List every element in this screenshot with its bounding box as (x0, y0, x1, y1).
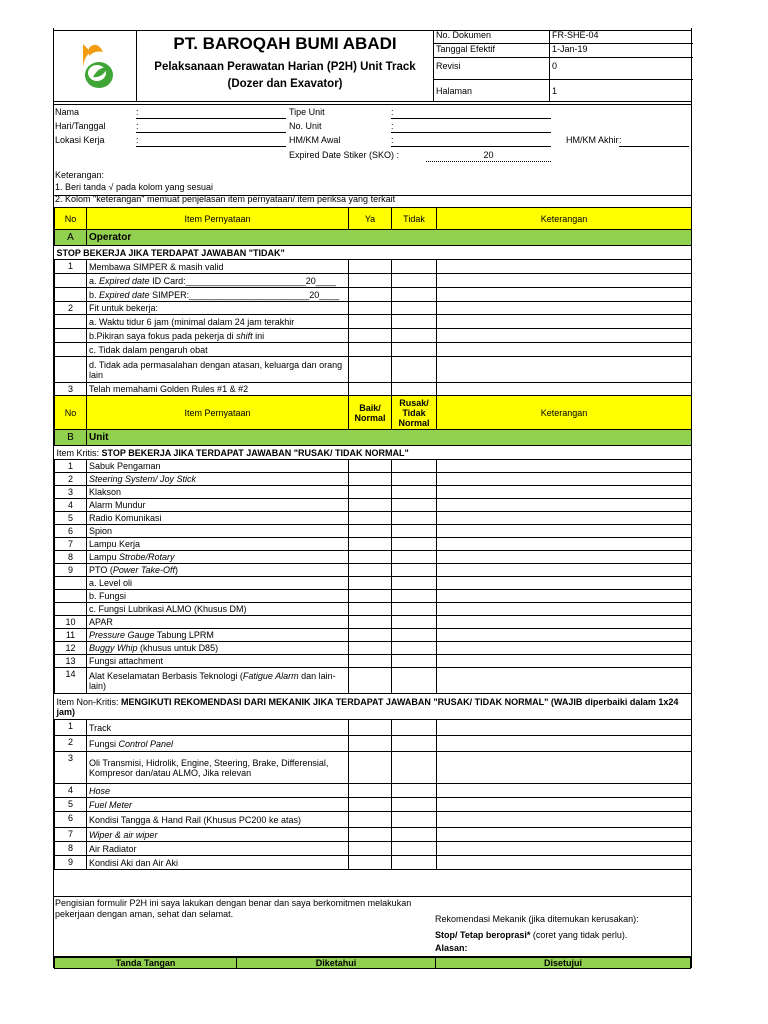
row-number (55, 315, 87, 329)
row-check-1[interactable] (349, 315, 392, 329)
field-hm-akhir[interactable]: : (619, 135, 689, 147)
row-keterangan[interactable] (437, 590, 692, 603)
row-keterangan[interactable] (437, 736, 692, 752)
row-item-text: Lampu Kerja (87, 538, 349, 551)
row-number: 14 (55, 668, 87, 694)
meta-value-dokumen: FR-SHE-04 (550, 30, 693, 44)
row-item-text: Buggy Whip (khusus untuk D85) (87, 642, 349, 655)
row-number: 2 (55, 473, 87, 486)
row-check-1[interactable] (349, 828, 392, 842)
row-keterangan[interactable] (437, 538, 692, 551)
row-check-1[interactable] (349, 260, 392, 274)
row-keterangan[interactable] (437, 512, 692, 525)
row-keterangan[interactable] (437, 812, 692, 828)
table-row (55, 486, 692, 499)
header-item: Item Pernyataan (87, 208, 349, 230)
nonkritis-note-row (55, 694, 692, 720)
row-number: 1 (55, 720, 87, 736)
row-check-1[interactable] (349, 564, 392, 577)
row-check-1[interactable] (349, 629, 392, 642)
row-keterangan[interactable] (437, 642, 692, 655)
field-hari-tanggal[interactable]: : (136, 121, 286, 133)
row-number: 2 (55, 736, 87, 752)
row-check-1[interactable] (349, 720, 392, 736)
table-row (55, 551, 692, 564)
row-check-2[interactable] (392, 288, 437, 302)
row-check-1[interactable] (349, 655, 392, 668)
operator-table (54, 207, 692, 870)
field-lokasi-kerja[interactable]: : (136, 135, 286, 147)
table-row (55, 784, 692, 798)
table-row (55, 302, 692, 315)
row-check-2[interactable] (392, 668, 437, 694)
section-a-label: Operator (87, 230, 692, 246)
row-item-text: Radio Komunikasi (87, 512, 349, 525)
row-item-text: Hose (87, 784, 349, 798)
row-check-2[interactable] (392, 525, 437, 538)
row-item-text: Spion (87, 525, 349, 538)
table-row (55, 357, 692, 383)
table-row (55, 315, 692, 329)
footer-stop-line (435, 930, 627, 941)
row-check-2[interactable] (392, 577, 437, 590)
row-keterangan[interactable] (437, 329, 692, 343)
table-row (55, 590, 692, 603)
stop-beroprasi-label: Stop/ Tetap beroprasi* (435, 930, 531, 940)
row-keterangan[interactable] (437, 473, 692, 486)
unit-header-row (55, 396, 692, 430)
row-check-1[interactable] (349, 486, 392, 499)
row-number: 4 (55, 784, 87, 798)
row-check-2[interactable] (392, 655, 437, 668)
row-check-1[interactable] (349, 642, 392, 655)
row-keterangan[interactable] (437, 460, 692, 473)
row-check-1[interactable] (349, 577, 392, 590)
row-check-2[interactable] (392, 486, 437, 499)
row-number: 2 (55, 302, 87, 315)
row-keterangan[interactable] (437, 315, 692, 329)
row-check-1[interactable] (349, 473, 392, 486)
stop-note-tidak: STOP BEKERJA JIKA TERDAPAT JAWABAN "TIDAK" (55, 246, 692, 260)
row-item-text: Alat Keselamatan Berbasis Teknologi (Fatigue Alarm dan lain-lain) (87, 668, 349, 694)
row-item-text: d. Tidak ada permasalahan dengan atasan, keluarga dan orang lain (87, 357, 349, 383)
row-item-text: Klakson (87, 486, 349, 499)
row-keterangan[interactable] (437, 616, 692, 629)
row-keterangan[interactable] (437, 260, 692, 274)
table-row (55, 499, 692, 512)
field-no-unit[interactable]: : (391, 121, 551, 133)
header-rusak: Rusak/ Tidak Normal (392, 396, 437, 430)
row-check-2[interactable] (392, 538, 437, 551)
table-row (55, 343, 692, 357)
row-keterangan[interactable] (437, 655, 692, 668)
kritis-rows (55, 460, 692, 694)
row-check-2[interactable] (392, 499, 437, 512)
row-keterangan[interactable] (437, 668, 692, 694)
row-check-2[interactable] (392, 642, 437, 655)
header-no: No (55, 208, 87, 230)
table-row (55, 288, 692, 302)
row-check-2[interactable] (392, 720, 437, 736)
row-number: 8 (55, 842, 87, 856)
table-row (55, 564, 692, 577)
row-check-1[interactable] (349, 736, 392, 752)
logo-cell (53, 30, 137, 102)
footer-rekomendasi: Rekomendasi Mekanik (jika ditemukan kerusakan): (435, 914, 639, 924)
label-expired-stiker: Expired Date Stiker (SKO) : (289, 150, 400, 160)
table-row (55, 828, 692, 842)
row-check-1[interactable] (349, 288, 392, 302)
table-row (55, 274, 692, 288)
table-row (55, 668, 692, 694)
row-check-2[interactable] (392, 828, 437, 842)
row-number: 6 (55, 525, 87, 538)
kritis-prefix: Item Kritis: (56, 447, 102, 458)
row-number (55, 603, 87, 616)
table-row (55, 577, 692, 590)
row-keterangan[interactable] (437, 629, 692, 642)
row-check-2[interactable] (392, 260, 437, 274)
row-keterangan[interactable] (437, 357, 692, 383)
row-keterangan[interactable] (437, 856, 692, 870)
row-check-1[interactable] (349, 538, 392, 551)
meta-table (433, 30, 692, 102)
row-check-1[interactable] (349, 383, 392, 396)
field-hm-awal[interactable]: : (391, 135, 551, 147)
row-keterangan[interactable] (437, 486, 692, 499)
row-check-2[interactable] (392, 812, 437, 828)
table-row (55, 856, 692, 870)
row-check-2[interactable] (392, 343, 437, 357)
row-check-1[interactable] (349, 460, 392, 473)
table-row (55, 720, 692, 736)
table-row (55, 460, 692, 473)
row-item-text: Kondisi Aki dan Air Aki (87, 856, 349, 870)
row-check-1[interactable] (349, 784, 392, 798)
row-check-2[interactable] (392, 590, 437, 603)
row-number: 9 (55, 564, 87, 577)
header-baik: Baik/ Normal (349, 396, 392, 430)
row-number: 9 (55, 856, 87, 870)
row-check-2[interactable] (392, 603, 437, 616)
row-number (55, 357, 87, 383)
row-item-text: b.Pikiran saya fokus pada pekerja di shift ini (87, 329, 349, 343)
row-check-2[interactable] (392, 842, 437, 856)
header-tidak: Tidak (392, 208, 437, 230)
row-keterangan[interactable] (437, 842, 692, 856)
row-check-2[interactable] (392, 784, 437, 798)
row-check-2[interactable] (392, 274, 437, 288)
row-keterangan[interactable] (437, 383, 692, 396)
row-number: 5 (55, 512, 87, 525)
row-check-2[interactable] (392, 616, 437, 629)
row-item-text: b. Fungsi (87, 590, 349, 603)
row-keterangan[interactable] (437, 343, 692, 357)
row-item-text: Alarm Mundur (87, 499, 349, 512)
table-row (55, 603, 692, 616)
table-row (55, 655, 692, 668)
row-number: 7 (55, 538, 87, 551)
table-row (55, 642, 692, 655)
row-check-1[interactable] (349, 551, 392, 564)
row-item-text: APAR (87, 616, 349, 629)
table-row (55, 329, 692, 343)
label-lokasi-kerja: Lokasi Kerja (55, 135, 105, 145)
row-keterangan[interactable] (437, 564, 692, 577)
kritis-note (55, 446, 692, 460)
section-a-letter: A (55, 230, 87, 246)
header-item-b: Item Pernyataan (87, 396, 349, 430)
label-hari-tanggal: Hari/Tanggal (55, 121, 106, 131)
table-row (55, 383, 692, 396)
row-check-2[interactable] (392, 856, 437, 870)
row-keterangan[interactable] (437, 798, 692, 812)
table-row (55, 736, 692, 752)
row-number: 3 (55, 752, 87, 784)
operator-rows (55, 260, 692, 396)
row-number: 11 (55, 629, 87, 642)
row-check-2[interactable] (392, 329, 437, 343)
row-check-2[interactable] (392, 383, 437, 396)
row-check-2[interactable] (392, 629, 437, 642)
meta-label-tanggal: Tanggal Efektif (434, 44, 550, 58)
row-keterangan[interactable] (437, 274, 692, 288)
meta-value-tanggal: 1-Jan-19 (550, 44, 693, 58)
row-check-2[interactable] (392, 357, 437, 383)
header-ya: Ya (349, 208, 392, 230)
row-number: 10 (55, 616, 87, 629)
label-tipe-unit: Tipe Unit (289, 107, 325, 117)
p2h-form-sheet (46, 28, 698, 968)
row-item-text: Fit untuk bekerja: (87, 302, 349, 315)
company-name: PT. BAROQAH BUMI ABADI (173, 34, 397, 53)
section-b-row (55, 430, 692, 446)
row-number: 3 (55, 486, 87, 499)
row-item-text: Pressure Gauge Tabung LPRM (87, 629, 349, 642)
label-no-unit: No. Unit (289, 121, 322, 131)
nonkritis-note (55, 694, 692, 720)
label-nama: Nama (55, 107, 80, 117)
section-b-letter: B (55, 430, 87, 446)
row-keterangan[interactable] (437, 551, 692, 564)
form-title-line2: (Dozer dan Exavator) (227, 78, 343, 90)
row-item-text: Fuel Meter (87, 798, 349, 812)
row-item-text: Membawa SIMPER & masih valid (87, 260, 349, 274)
row-keterangan[interactable] (437, 499, 692, 512)
row-item-text: Fungsi Control Panel (87, 736, 349, 752)
keterangan-line2: 2. Kolom "keterangan" memuat penjelasan item pernyataan/ item periksa yang terkait (55, 194, 396, 204)
row-number (55, 329, 87, 343)
kritis-note-row (55, 446, 692, 460)
header-no-b: No (55, 396, 87, 430)
nonkritis-rows (55, 720, 692, 870)
row-item-text: Kondisi Tangga & Hand Rail (Khusus PC200 ke atas) (87, 812, 349, 828)
keterangan-line1: 1. Beri tanda √ pada kolom yang sesuai (55, 182, 214, 192)
row-number: 4 (55, 499, 87, 512)
row-check-1[interactable] (349, 343, 392, 357)
meta-label-halaman: Halaman (434, 80, 550, 102)
kritis-text: STOP BEKERJA JIKA TERDAPAT JAWABAN "RUSAK/ TIDAK NORMAL" (101, 447, 409, 458)
meta-value-halaman: 1 (552, 85, 558, 96)
row-check-1[interactable] (349, 842, 392, 856)
row-item-text: b. Expired date SIMPER:________________________20____ (87, 288, 349, 302)
row-item-text: Steering System/ Joy Stick (87, 473, 349, 486)
row-number: 13 (55, 655, 87, 668)
row-check-2[interactable] (392, 315, 437, 329)
row-keterangan[interactable] (437, 752, 692, 784)
row-check-1[interactable] (349, 752, 392, 784)
row-keterangan[interactable] (437, 288, 692, 302)
row-keterangan[interactable] (437, 603, 692, 616)
nonkritis-text: MENGIKUTI REKOMENDASI DARI MEKANIK JIKA TERDAPAT JAWABAN "RUSAK/ TIDAK NORMAL" (WAJIB diperbaiki dalam 1x24 jam) (56, 696, 679, 717)
row-check-1[interactable] (349, 590, 392, 603)
row-keterangan[interactable] (437, 784, 692, 798)
row-number (55, 288, 87, 302)
table-row (55, 842, 692, 856)
field-tipe-unit[interactable]: : (391, 107, 551, 119)
field-expired-stiker[interactable]: 20 (426, 150, 551, 162)
row-check-2[interactable] (392, 551, 437, 564)
row-check-1[interactable] (349, 616, 392, 629)
row-number: 7 (55, 828, 87, 842)
header-keterangan: Keterangan (437, 208, 692, 230)
row-check-1[interactable] (349, 357, 392, 383)
row-check-2[interactable] (392, 798, 437, 812)
row-number: 8 (55, 551, 87, 564)
keterangan-title: Keterangan: (55, 170, 105, 180)
table-row (55, 616, 692, 629)
row-number: 5 (55, 798, 87, 812)
row-check-1[interactable] (349, 668, 392, 694)
row-item-text: c. Tidak dalam pengaruh obat (87, 343, 349, 357)
row-check-2[interactable] (392, 460, 437, 473)
meta-label-dokumen: No. Dokumen (434, 30, 550, 44)
table-row (55, 798, 692, 812)
row-item-text: Sabuk Pengaman (87, 460, 349, 473)
header-keterangan-b: Keterangan (437, 396, 692, 430)
row-item-text: Air Radiator (87, 842, 349, 856)
row-check-1[interactable] (349, 603, 392, 616)
row-item-text: Track (87, 720, 349, 736)
row-number (55, 274, 87, 288)
row-check-1[interactable] (349, 798, 392, 812)
table-row (55, 473, 692, 486)
section-a-row (55, 230, 692, 246)
stop-note-row (55, 246, 692, 260)
table-row (55, 752, 692, 784)
row-item-text: Oli Transmisi, Hidrolik, Engine, Steering, Brake, Differensial, Kompresor dan/atau ALMO, Jika relevan (87, 752, 349, 784)
row-keterangan[interactable] (437, 525, 692, 538)
row-item-text: c. Fungsi Lubrikasi ALMO (Khusus DM) (87, 603, 349, 616)
sign-disetujui: Disetujui (435, 957, 691, 969)
section-b-label: Unit (87, 430, 692, 446)
row-keterangan[interactable] (437, 302, 692, 315)
row-item-text: a. Level oli (87, 577, 349, 590)
operator-header-row (55, 208, 692, 230)
meta-value-revisi: 0 (550, 58, 693, 80)
row-check-2[interactable] (392, 302, 437, 315)
row-number: 1 (55, 260, 87, 274)
footer-alasan: Alasan: (435, 943, 468, 953)
row-check-1[interactable] (349, 812, 392, 828)
row-check-2[interactable] (392, 473, 437, 486)
label-hm-awal: HM/KM Awal (289, 135, 341, 145)
field-nama[interactable]: : (136, 107, 286, 119)
row-number (55, 590, 87, 603)
sign-tanda-tangan: Tanda Tangan (54, 957, 237, 969)
row-check-1[interactable] (349, 512, 392, 525)
row-item-text: Lampu Strobe/Rotary (87, 551, 349, 564)
row-check-1[interactable] (349, 274, 392, 288)
company-logo-icon (53, 30, 137, 102)
row-check-1[interactable] (349, 525, 392, 538)
row-item-text: a. Waktu tidur 6 jam (minimal dalam 24 jam terakhir (87, 315, 349, 329)
row-check-1[interactable] (349, 302, 392, 315)
row-check-1[interactable] (349, 499, 392, 512)
coret-note: (coret yang tidak perlu). (530, 930, 628, 940)
row-number (55, 577, 87, 590)
row-item-text: Fungsi attachment (87, 655, 349, 668)
footer-statement: Pengisian formulir P2H ini saya lakukan dengan benar dan saya berkomitmen melakukan pekerjaan dengan aman, sehat dan selamat. (55, 898, 412, 919)
row-number: 3 (55, 383, 87, 396)
row-check-2[interactable] (392, 564, 437, 577)
row-check-2[interactable] (392, 736, 437, 752)
row-item-text: PTO (Power Take-Off) (87, 564, 349, 577)
table-row (55, 538, 692, 551)
nonkritis-prefix: Item Non-Kritis: (56, 696, 122, 707)
row-number (55, 343, 87, 357)
sign-diketahui: Diketahui (236, 957, 436, 969)
row-number: 1 (55, 460, 87, 473)
row-check-1[interactable] (349, 329, 392, 343)
row-check-2[interactable] (392, 752, 437, 784)
row-number: 6 (55, 812, 87, 828)
table-row (55, 260, 692, 274)
row-number: 12 (55, 642, 87, 655)
row-item-text: a. Expired date ID Card:________________________20____ (87, 274, 349, 288)
row-check-2[interactable] (392, 512, 437, 525)
row-keterangan[interactable] (437, 720, 692, 736)
table-row (55, 525, 692, 538)
row-keterangan[interactable] (437, 577, 692, 590)
meta-label-revisi: Revisi (434, 58, 550, 80)
row-item-text: Wiper & air wiper (87, 828, 349, 842)
row-keterangan[interactable] (437, 828, 692, 842)
row-item-text: Telah memahami Golden Rules #1 & #2 (87, 383, 349, 396)
form-title-line1: Pelaksanaan Perawatan Harian (P2H) Unit Track (154, 61, 416, 73)
table-row (55, 512, 692, 525)
label-hm-akhir: HM/KM Akhir (566, 135, 619, 145)
table-row (55, 629, 692, 642)
row-check-1[interactable] (349, 856, 392, 870)
table-row (55, 812, 692, 828)
